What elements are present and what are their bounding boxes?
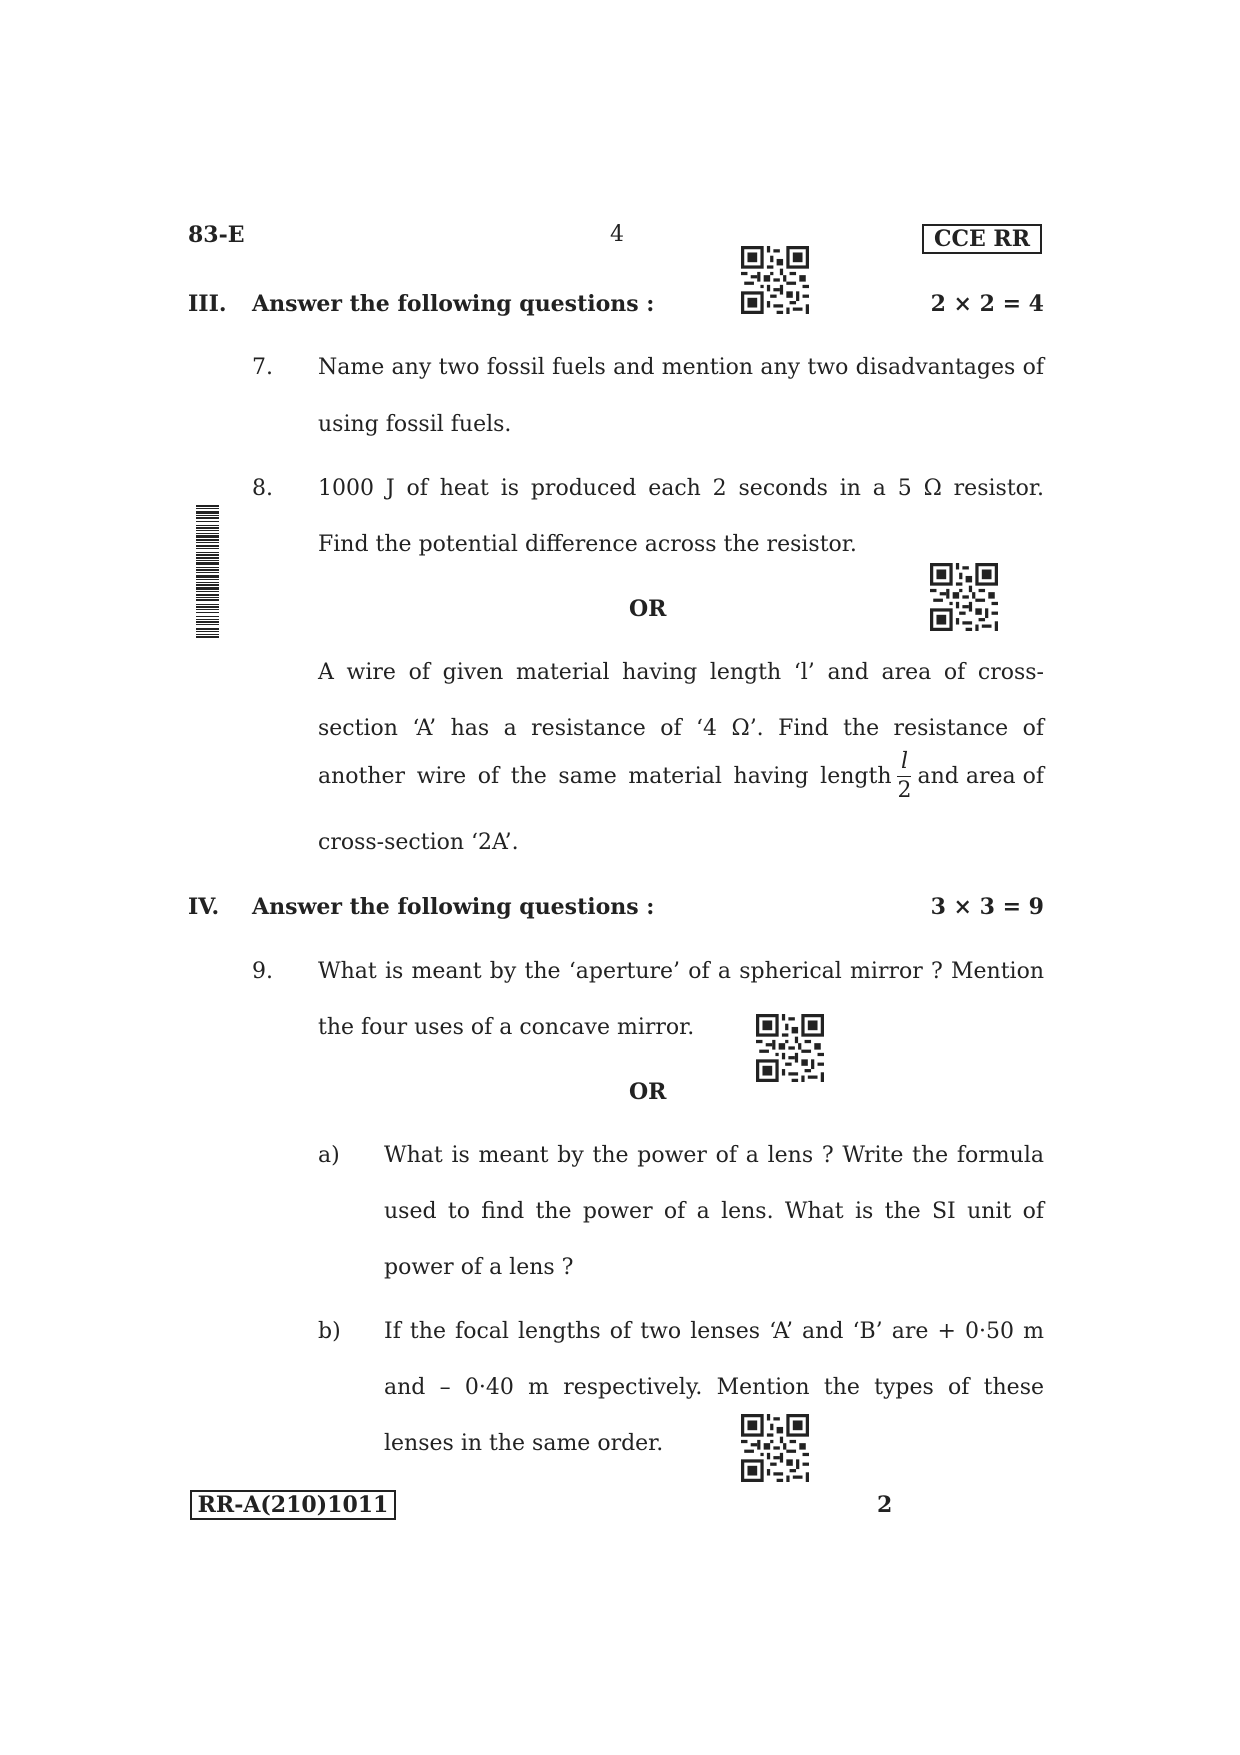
fraction-denominator: 2 [897, 777, 912, 803]
section-3-instruction: Answer the following questions : [252, 291, 655, 317]
question-8-number: 8. [252, 476, 273, 501]
question-9-line-2: the four uses of a concave mirror. [318, 1015, 695, 1040]
question-7-number: 7. [252, 355, 273, 380]
section-3-numeral: III. [188, 291, 227, 317]
question-8-line-2: Find the potential difference across the resistor. [318, 532, 857, 557]
section-4-instruction: Answer the following questions : [252, 894, 655, 920]
question-8-alt-line-2: section ‘A’ has a resistance of ‘4 Ω’. Find the resistance of [318, 716, 1044, 741]
barcode-icon [196, 505, 219, 760]
sheet-number: 2 [877, 1492, 893, 1518]
question-9b-line-3: lenses in the same order. [384, 1431, 664, 1456]
question-8-alt-line-1: A wire of given material having length ‘l’ and area of cross- [318, 660, 1044, 685]
or-separator: OR [629, 596, 667, 622]
question-9b-line-2: and – 0·40 m respectively. Mention the types of these [384, 1375, 1044, 1400]
exam-code: 83-E [188, 222, 245, 248]
series-box: CCE RR [922, 224, 1042, 254]
qr-code-icon [930, 563, 998, 631]
question-8-alt-line-3 [318, 748, 1044, 804]
question-8-alt-line-3-post: and area of [917, 763, 1044, 789]
question-9-line-1: What is meant by the ‘aperture’ of a spherical mirror ? Mention [318, 959, 1044, 984]
question-8-line-1: 1000 J of heat is produced each 2 seconds in a 5 Ω resistor. [318, 476, 1044, 501]
page-number: 4 [610, 222, 624, 247]
question-9a-line-1: What is meant by the power of a lens ? Write the formula [384, 1143, 1044, 1168]
question-9a-line-2: used to find the power of a lens. What is the SI unit of [384, 1199, 1044, 1224]
question-9b-line-1: If the focal lengths of two lenses ‘A’ and ‘B’ are + 0·50 m [384, 1319, 1044, 1344]
qr-code-icon [741, 1414, 809, 1482]
section-4-marks: 3 × 3 = 9 [930, 894, 1044, 920]
question-7-line-1: Name any two fossil fuels and mention any two disadvantages of [318, 355, 1044, 380]
question-8-alt-line-4: cross-section ‘2A’. [318, 830, 519, 855]
section-4-numeral: IV. [188, 894, 220, 920]
question-8-alt-line-3-pre: another wire of the same material having length [318, 763, 892, 789]
paper-code-box: RR-A(210)1011 [190, 1490, 396, 1520]
question-9b-label: b) [318, 1319, 341, 1344]
section-3-marks: 2 × 2 = 4 [930, 291, 1044, 317]
qr-code-icon [741, 246, 809, 314]
fraction-numerator: l [897, 751, 911, 777]
question-7-line-2: using fossil fuels. [318, 412, 512, 437]
question-9a-label: a) [318, 1143, 340, 1168]
fraction-l-over-2 [897, 748, 912, 803]
question-9-number: 9. [252, 959, 273, 984]
qr-code-icon [756, 1014, 824, 1082]
or-separator: OR [629, 1079, 667, 1105]
question-9a-line-3: power of a lens ? [384, 1255, 574, 1280]
